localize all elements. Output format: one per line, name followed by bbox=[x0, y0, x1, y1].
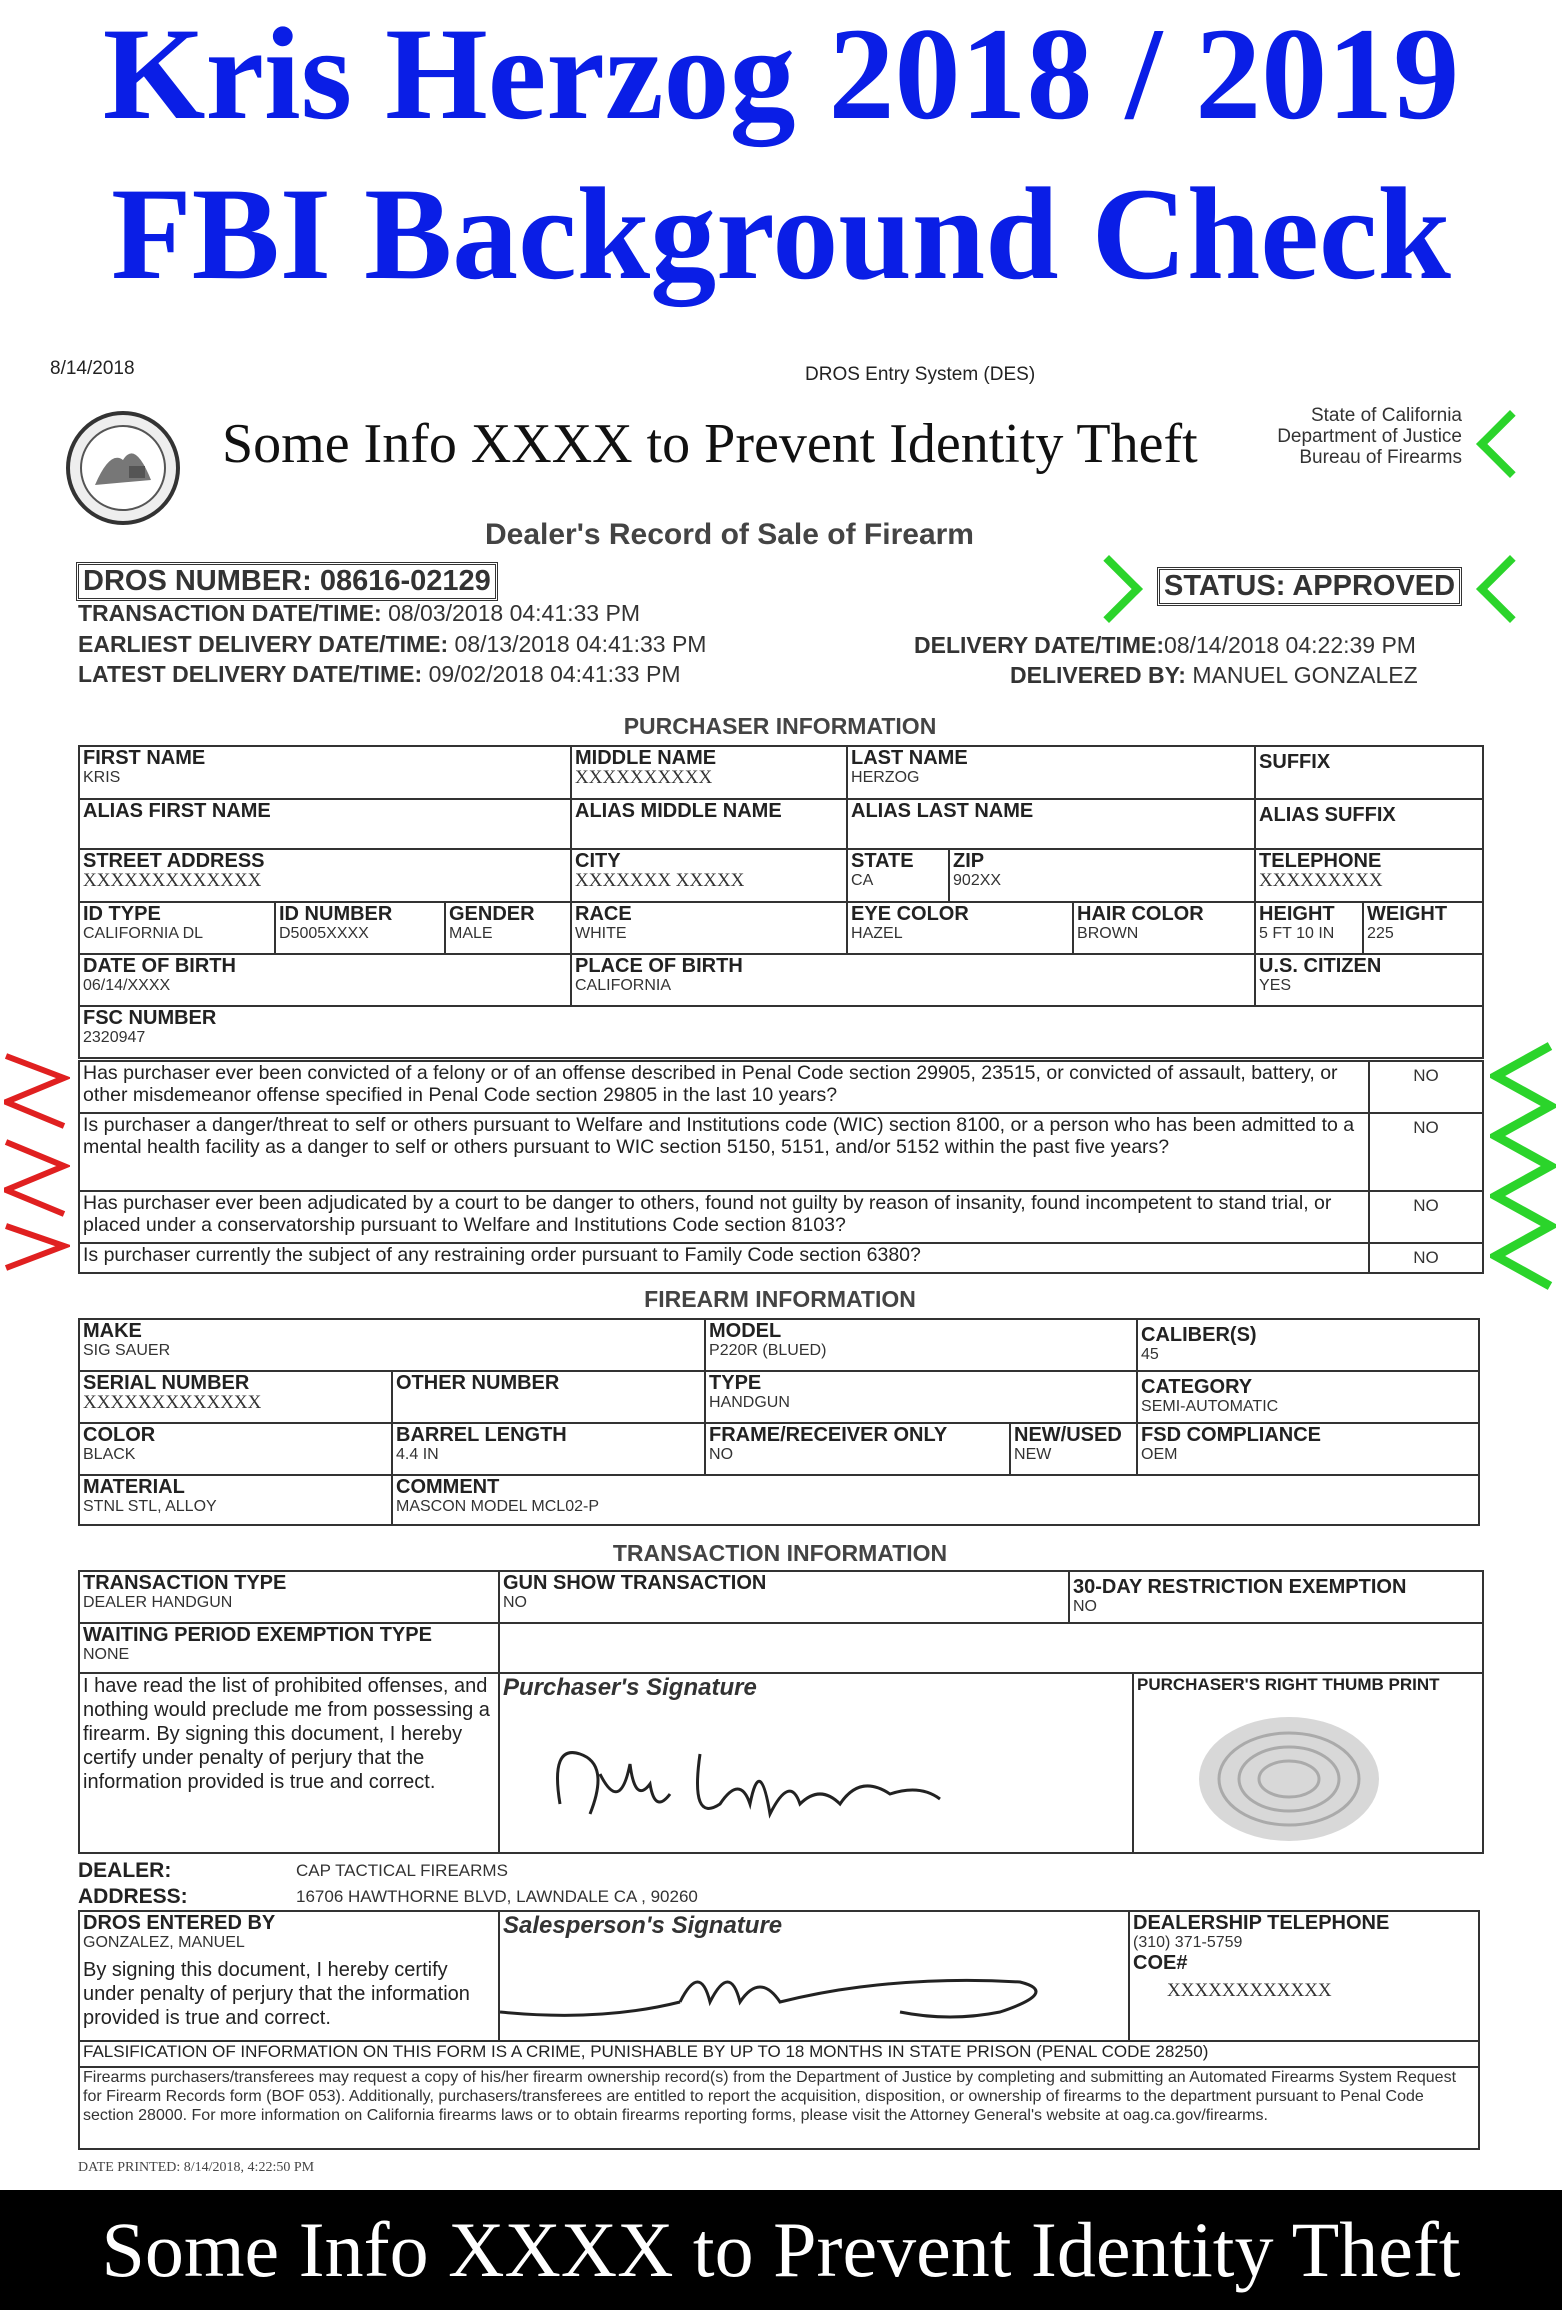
green-chevron-icon bbox=[1476, 410, 1544, 478]
barrel-length-label: BARREL LENGTH bbox=[396, 1424, 567, 1446]
color-label: COLOR bbox=[83, 1424, 156, 1446]
transaction-type-value: DEALER HANDGUN bbox=[83, 1594, 233, 1611]
height-value: 5 FT 10 IN bbox=[1259, 925, 1335, 942]
new-used-value: NEW bbox=[1014, 1446, 1052, 1463]
system-name: DROS Entry System (DES) bbox=[805, 364, 1036, 385]
purchaser-signature-label: Purchaser's Signature bbox=[503, 1674, 757, 1701]
new-used-label: NEW/USED bbox=[1014, 1424, 1122, 1446]
pob-value: CALIFORNIA bbox=[575, 977, 672, 994]
make-value: SIG SAUER bbox=[83, 1342, 171, 1359]
question-3: Has purchaser ever been adjudicated by a court to be danger to others, found not guilty by reason of insanity, found incompetent to stand trial, or placed under a conservatorship pursuant to Welfare and Institutions Code section 8103? bbox=[83, 1192, 1332, 1236]
firearm-table bbox=[78, 1318, 1480, 1526]
fsc-label: FSC NUMBER bbox=[83, 1007, 217, 1029]
type-value: HANDGUN bbox=[709, 1394, 790, 1411]
state-seal bbox=[65, 410, 181, 526]
category-value: SEMI-AUTOMATIC bbox=[1141, 1398, 1279, 1415]
red-zigzag-marker bbox=[4, 1050, 70, 1275]
make-label: MAKE bbox=[83, 1320, 142, 1342]
citizen-label: U.S. CITIZEN bbox=[1259, 955, 1382, 977]
agency-line1: State of California bbox=[1310, 405, 1462, 426]
id-number-label: ID NUMBER bbox=[279, 903, 393, 925]
alias-suffix-label: ALIAS SUFFIX bbox=[1259, 804, 1396, 826]
coe-value: XXXXXXXXXXXX bbox=[1167, 1980, 1332, 2001]
banner-title-line1: Kris Herzog 2018 / 2019 bbox=[102, 0, 1460, 147]
last-name-value: HERZOG bbox=[851, 769, 920, 786]
dealer-phone-value: (310) 371-5759 bbox=[1133, 1934, 1243, 1951]
falsification-warning: FALSIFICATION OF INFORMATION ON THIS FORM IS A CRIME, PUNISHABLE BY UP TO 18 MONTHS IN STATE PRISON (PENAL CODE 28250) bbox=[83, 2042, 1209, 2061]
green-zigzag-marker bbox=[1490, 1040, 1556, 1290]
height-label: HEIGHT bbox=[1259, 903, 1335, 925]
dealer-table bbox=[78, 1910, 1480, 2150]
transaction-datetime: TRANSACTION DATE/TIME: 08/03/2018 04:41:33 PM bbox=[78, 600, 640, 626]
dob-label: DATE OF BIRTH bbox=[83, 955, 236, 977]
citizen-value: YES bbox=[1259, 977, 1292, 994]
restriction-exemption-value: NO bbox=[1073, 1598, 1097, 1615]
question-4: Is purchaser currently the subject of any restraining order pursuant to Family Code section 6380? bbox=[83, 1244, 921, 1266]
category-label: CATEGORY bbox=[1141, 1376, 1253, 1398]
purchaser-table bbox=[78, 745, 1484, 1059]
firearm-section-title: FIREARM INFORMATION bbox=[644, 1286, 916, 1312]
hair-color-label: HAIR COLOR bbox=[1077, 903, 1204, 925]
sales-signature-image bbox=[500, 1942, 1080, 2041]
frame-label: FRAME/RECEIVER ONLY bbox=[709, 1424, 948, 1446]
print-date: 8/14/2018 bbox=[50, 358, 135, 379]
thumb-print-label: PURCHASER'S RIGHT THUMB PRINT bbox=[1137, 1675, 1440, 1694]
suffix-label: SUFFIX bbox=[1259, 751, 1331, 773]
certification-text: I have read the list of prohibited offenses, and nothing would preclude me from possessing a firearm. By signing this document, I hereby certify under penalty of perjury that the information provided is true and correct. bbox=[83, 1675, 490, 1793]
caliber-value: 45 bbox=[1141, 1346, 1159, 1363]
fine-print: Firearms purchasers/transferees may request a copy of his/her firearm ownership record(s) from the Department of Justice by completing and submitting an Automated Firearms System Request for Firearm Records form (BOF 053). Additionally, purchasers/transferees are entitled to report the acquisition, disposition, or ownership of firearms to the department pursuant to Penal Code section 28000. For more information on California firearms laws or to obtain firearms reporting forms, please visit the Attorney General's website at oag.ca.gov/firearms. bbox=[83, 2069, 1457, 2124]
green-chevron-icon bbox=[1476, 555, 1544, 623]
other-number-label: OTHER NUMBER bbox=[396, 1372, 560, 1394]
gun-show-label: GUN SHOW TRANSACTION bbox=[503, 1572, 767, 1594]
alias-first-name-label: ALIAS FIRST NAME bbox=[83, 800, 271, 822]
color-value: BLACK bbox=[83, 1446, 136, 1463]
state-label: STATE bbox=[851, 850, 914, 872]
address-label: ADDRESS: bbox=[78, 1885, 188, 1908]
street-address-value: XXXXXXXXXXXXX bbox=[83, 870, 262, 891]
restriction-exemption-label: 30-DAY RESTRICTION EXEMPTION bbox=[1073, 1576, 1407, 1598]
address-value: 16706 HAWTHORNE BLVD, LAWNDALE CA , 90260 bbox=[296, 1887, 698, 1906]
serial-number-value: XXXXXXXXXXXXX bbox=[83, 1392, 262, 1413]
caliber-label: CALIBER(S) bbox=[1141, 1324, 1257, 1346]
barrel-length-value: 4.4 IN bbox=[396, 1446, 439, 1463]
dealer-phone-label: DEALERSHIP TELEPHONE bbox=[1133, 1912, 1390, 1934]
fsd-label: FSD COMPLIANCE bbox=[1141, 1424, 1322, 1446]
eye-color-value: HAZEL bbox=[851, 925, 903, 942]
banner-title-line2: FBI Background Check bbox=[111, 160, 1451, 307]
material-value: STNL STL, ALLOY bbox=[83, 1498, 217, 1515]
race-label: RACE bbox=[575, 903, 632, 925]
model-label: MODEL bbox=[709, 1320, 782, 1342]
form-title: Dealer's Record of Sale of Firearm bbox=[485, 518, 974, 551]
entered-by-label: DROS ENTERED BY bbox=[83, 1912, 276, 1934]
agency-line2: Department of Justice bbox=[1277, 426, 1462, 447]
zip-label: ZIP bbox=[953, 850, 985, 872]
zip-value: 902XX bbox=[953, 872, 1002, 889]
agency-block bbox=[1240, 405, 1462, 468]
delivery-datetime: DELIVERY DATE/TIME:08/14/2018 04:22:39 PM bbox=[914, 632, 1416, 658]
waiting-period-value: NONE bbox=[83, 1646, 130, 1663]
frame-value: NO bbox=[709, 1446, 734, 1463]
dealer-label: DEALER: bbox=[78, 1859, 172, 1882]
id-number-value: D5005XXXX bbox=[279, 925, 369, 942]
question-2: Is purchaser a danger/threat to self or others pursuant to Welfare and Institutions code (WIC) section 8100, or a person who has been admitted to a mental health facility as a danger to self or others pursuant to WIC section 5150, 5151, and/or 5152 within the past five years? bbox=[83, 1114, 1355, 1158]
transaction-section-title: TRANSACTION INFORMATION bbox=[612, 1540, 948, 1566]
middle-name-label: MIDDLE NAME bbox=[575, 747, 717, 769]
first-name-label: FIRST NAME bbox=[83, 747, 206, 769]
entered-by-value: GONZALEZ, MANUEL bbox=[83, 1934, 245, 1951]
transaction-type-label: TRANSACTION TYPE bbox=[83, 1572, 287, 1594]
dros-number: DROS NUMBER: 08616-02129 bbox=[76, 562, 498, 601]
eye-color-label: EYE COLOR bbox=[851, 903, 969, 925]
pob-label: PLACE OF BIRTH bbox=[575, 955, 743, 977]
fsd-value: OEM bbox=[1141, 1446, 1178, 1463]
purchaser-signature-image bbox=[540, 1714, 1020, 1844]
weight-value: 225 bbox=[1367, 925, 1394, 942]
city-label: CITY bbox=[575, 850, 621, 872]
gender-label: GENDER bbox=[449, 903, 535, 925]
footer-banner: Some Info XXXX to Prevent Identity Theft bbox=[0, 2190, 1562, 2310]
thumb-print-image bbox=[1189, 1709, 1389, 1849]
agency-line3: Bureau of Firearms bbox=[1299, 447, 1462, 468]
answer-2: NO bbox=[1413, 1118, 1439, 1137]
answer-3: NO bbox=[1413, 1196, 1439, 1215]
last-name-label: LAST NAME bbox=[851, 747, 968, 769]
latest-delivery-datetime: LATEST DELIVERY DATE/TIME: 09/02/2018 04:41:33 PM bbox=[78, 661, 681, 687]
question-1: Has purchaser ever been convicted of a felony or of an offense described in Penal Code section 29905, 23515, or convicted of assault, battery, or other misdemeanor offense specified in Penal Code section 29805 in the last 10 years? bbox=[83, 1062, 1338, 1106]
fsc-value: 2320947 bbox=[83, 1029, 146, 1046]
first-name-value: KRIS bbox=[83, 769, 121, 786]
alias-middle-name-label: ALIAS MIDDLE NAME bbox=[575, 800, 782, 822]
alias-last-name-label: ALIAS LAST NAME bbox=[851, 800, 1034, 822]
id-type-value: CALIFORNIA DL bbox=[83, 925, 204, 942]
dealer-value: CAP TACTICAL FIREARMS bbox=[296, 1861, 508, 1880]
green-chevron-icon bbox=[1075, 555, 1143, 623]
telephone-label: TELEPHONE bbox=[1259, 850, 1382, 872]
sales-signature-label: Salesperson's Signature bbox=[503, 1912, 783, 1939]
questions-table bbox=[78, 1060, 1484, 1274]
type-label: TYPE bbox=[709, 1372, 762, 1394]
gun-show-value: NO bbox=[503, 1594, 527, 1611]
state-value: CA bbox=[851, 872, 874, 889]
weight-label: WEIGHT bbox=[1367, 903, 1448, 925]
date-printed: DATE PRINTED: 8/14/2018, 4:22:50 PM bbox=[78, 2160, 315, 2175]
serial-number-label: SERIAL NUMBER bbox=[83, 1372, 250, 1394]
comment-label: COMMENT bbox=[396, 1476, 500, 1498]
answer-4: NO bbox=[1413, 1248, 1439, 1267]
coe-label: COE# bbox=[1133, 1952, 1188, 1974]
model-value: P220R (BLUED) bbox=[709, 1342, 827, 1359]
gender-value: MALE bbox=[449, 925, 493, 942]
race-value: WHITE bbox=[575, 925, 627, 942]
city-value: XXXXXXX XXXXX bbox=[575, 870, 745, 891]
identity-overlay-text: Some Info XXXX to Prevent Identity Theft bbox=[222, 413, 1198, 475]
waiting-period-label: WAITING PERIOD EXEMPTION TYPE bbox=[83, 1624, 432, 1646]
answer-1: NO bbox=[1413, 1066, 1439, 1085]
earliest-delivery-datetime: EARLIEST DELIVERY DATE/TIME: 08/13/2018 04:41:33 PM bbox=[78, 631, 707, 657]
transaction-table bbox=[78, 1570, 1484, 1854]
street-address-label: STREET ADDRESS bbox=[83, 850, 265, 872]
middle-name-value: XXXXXXXXXX bbox=[575, 767, 713, 788]
delivered-by: DELIVERED BY: MANUEL GONZALEZ bbox=[1010, 662, 1418, 688]
sales-cert-text: By signing this document, I hereby certify under penalty of perjury that the information provided is true and correct. bbox=[83, 1959, 470, 2029]
status-badge: STATUS: APPROVED bbox=[1157, 567, 1462, 606]
dob-value: 06/14/XXXX bbox=[83, 977, 171, 994]
material-label: MATERIAL bbox=[83, 1476, 185, 1498]
comment-value: MASCON MODEL MCL02-P bbox=[396, 1498, 599, 1515]
purchaser-section-title: PURCHASER INFORMATION bbox=[623, 713, 937, 739]
id-type-label: ID TYPE bbox=[83, 903, 161, 925]
hair-color-value: BROWN bbox=[1077, 925, 1139, 942]
telephone-value: XXXXXXXXX bbox=[1259, 870, 1383, 891]
